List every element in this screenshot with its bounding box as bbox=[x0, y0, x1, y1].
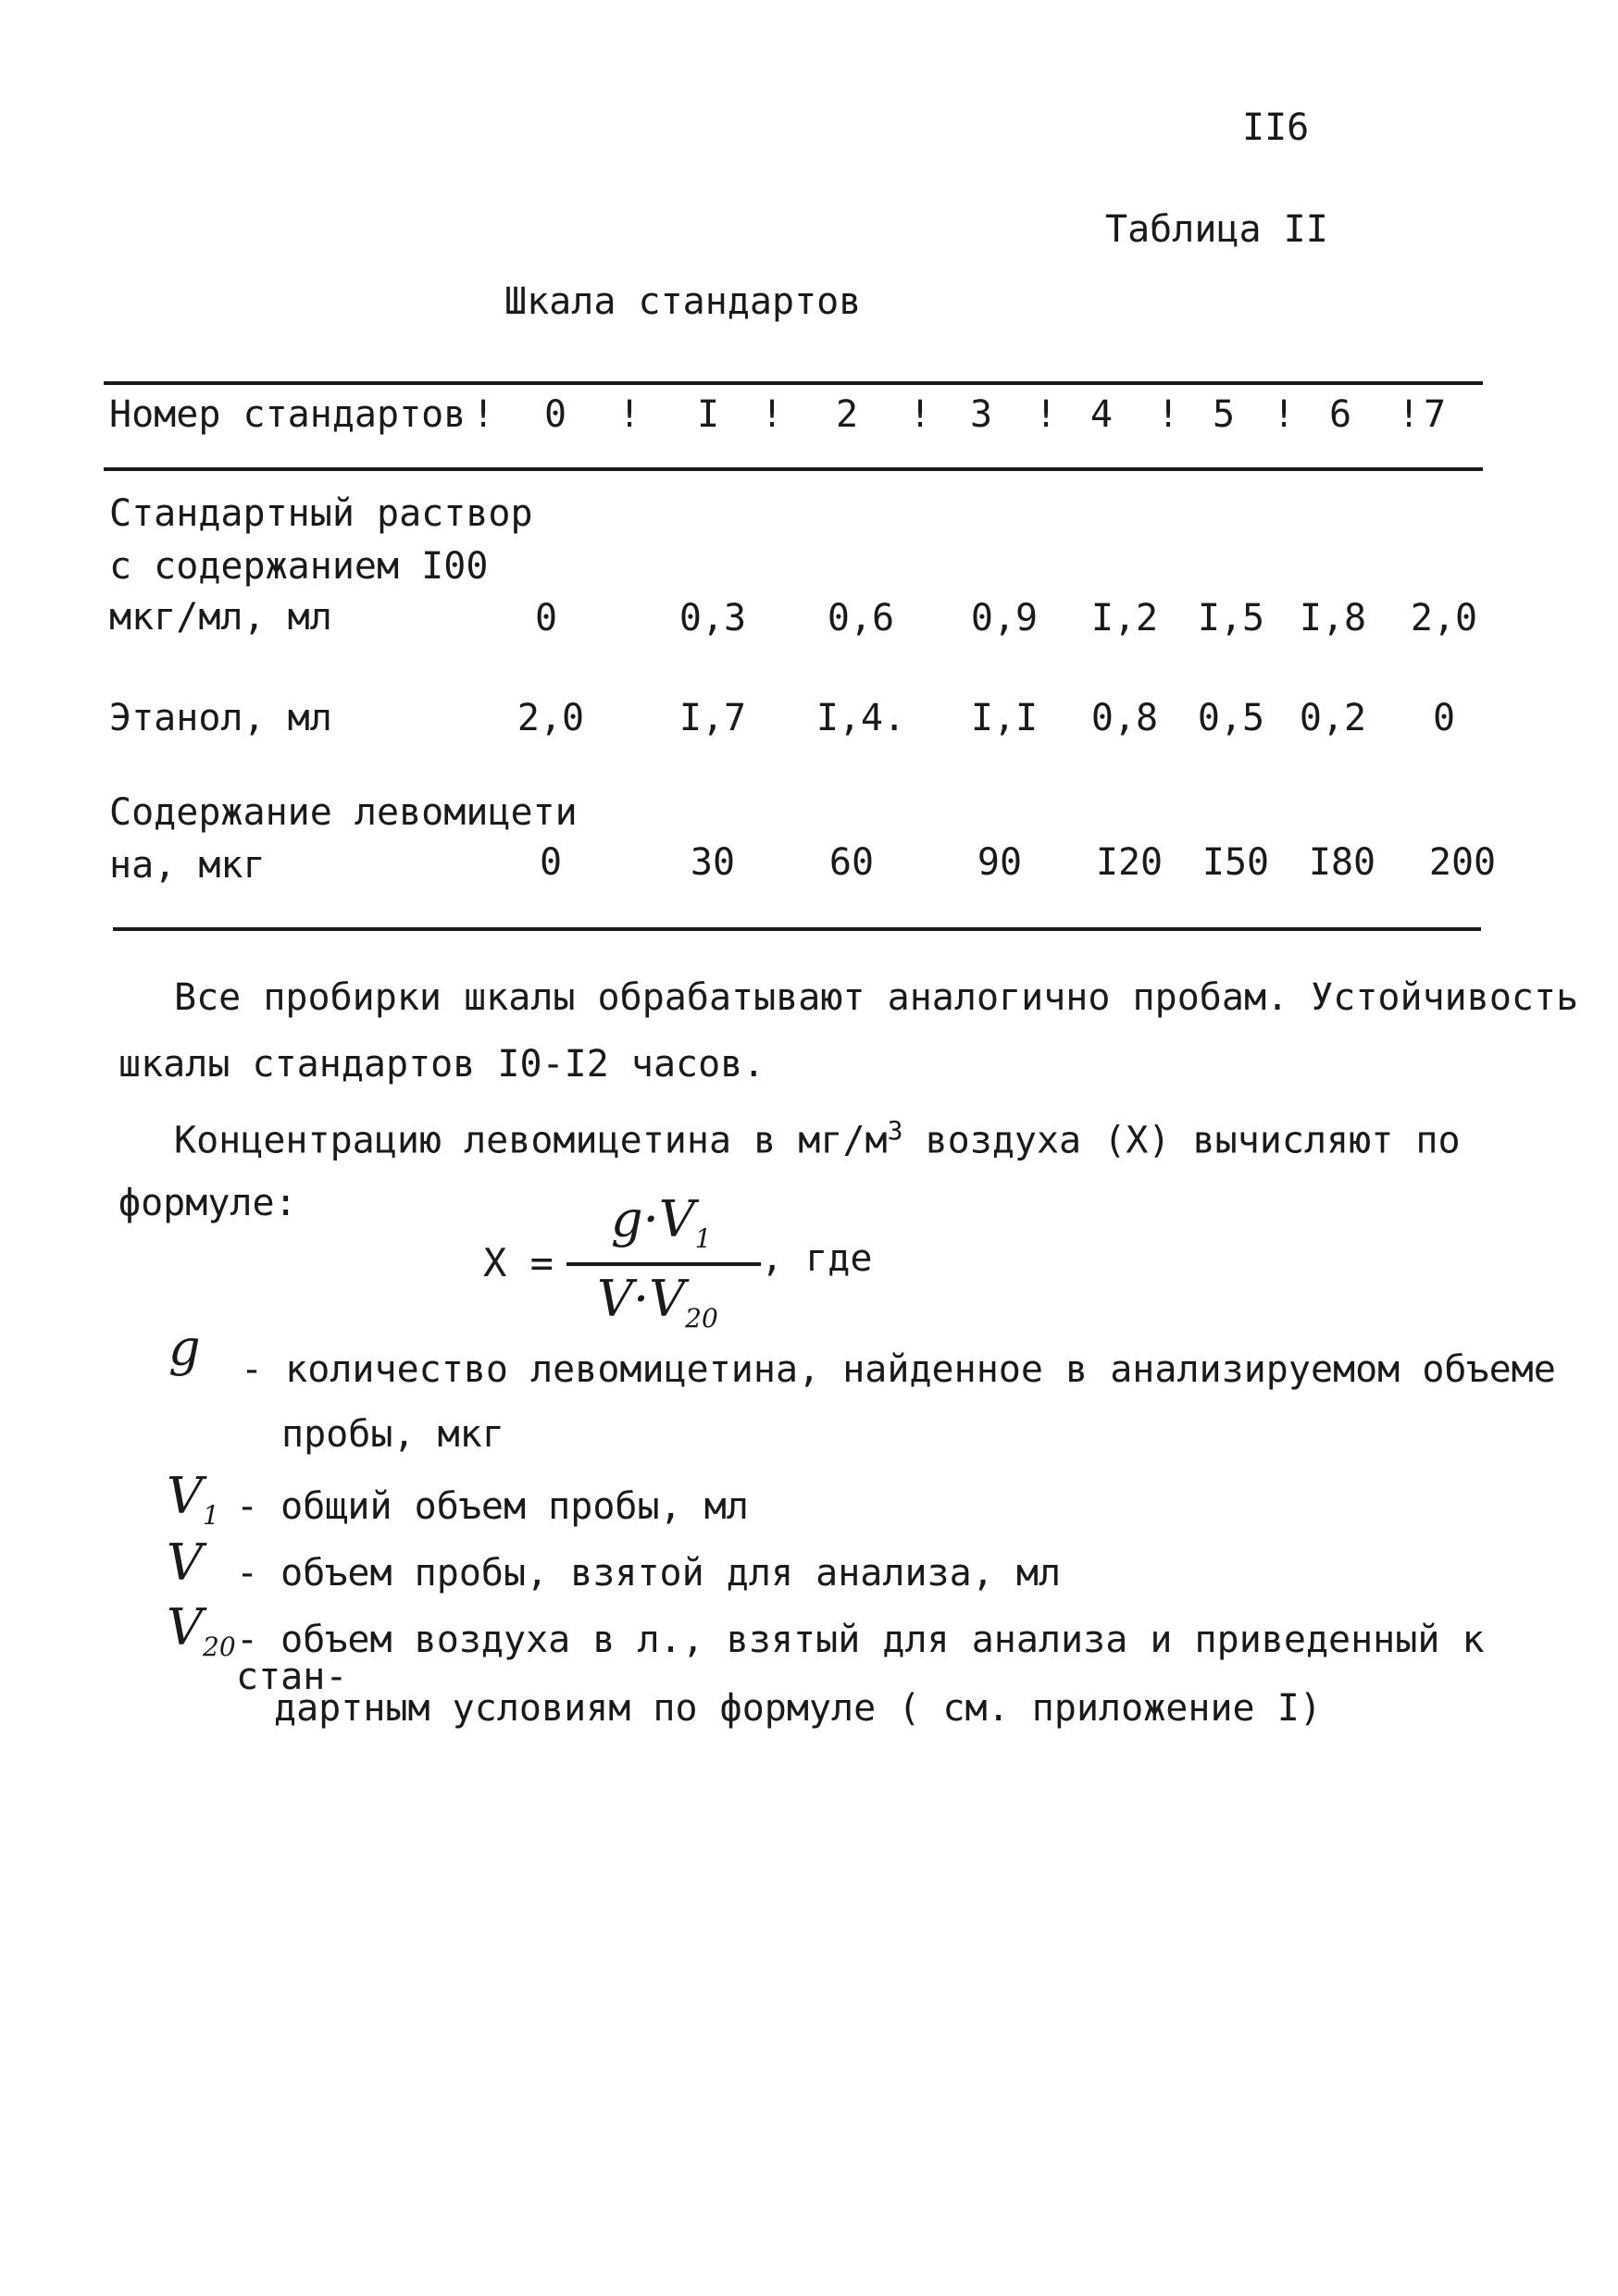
definition-symbol: V bbox=[167, 1533, 203, 1592]
table-bottom-rule bbox=[113, 927, 1481, 931]
table-cell: 200 bbox=[1428, 841, 1497, 884]
column-header: 2 bbox=[835, 393, 859, 436]
header-separator: ! bbox=[1273, 393, 1296, 436]
row-label-line: с содержанием I00 bbox=[109, 545, 489, 588]
table-cell: 2,0 bbox=[517, 697, 585, 739]
formula-denominator: $V\cdot V_{20}$ bbox=[597, 1270, 718, 1334]
definition-symbol: g bbox=[168, 1319, 201, 1377]
table-cell: I,2 bbox=[1090, 597, 1159, 639]
definition-text: - объем пробы, взятой для анализа, мл bbox=[236, 1552, 1062, 1595]
header-separator: ! bbox=[472, 393, 495, 436]
column-header: 4 bbox=[1089, 393, 1114, 436]
table-cell: 0 bbox=[539, 841, 563, 884]
definition-text: - количество левомицетина, найденное в анализируемом объеме bbox=[241, 1348, 1556, 1391]
table-caption: Таблица II bbox=[1105, 208, 1328, 251]
row-label-line: на, мкг bbox=[109, 844, 266, 887]
paragraph-text: воздуха (Х) вычисляют по bbox=[902, 1119, 1461, 1162]
header-separator: ! bbox=[1035, 393, 1058, 436]
table-cell: I20 bbox=[1095, 841, 1164, 884]
superscript: 3 bbox=[887, 1115, 903, 1146]
table-cell: 0 bbox=[534, 597, 558, 639]
header-separator: ! bbox=[761, 393, 784, 436]
header-separator: ! bbox=[618, 393, 641, 436]
paragraph-line: шкалы стандартов I0-I2 часов. bbox=[118, 1043, 765, 1086]
table-cell: 0,8 bbox=[1090, 697, 1159, 739]
table-cell: I,4. bbox=[815, 697, 906, 739]
header-label: Номер стандартов bbox=[109, 393, 467, 436]
definition-text: пробы, мкг bbox=[281, 1413, 504, 1456]
table-cell: I80 bbox=[1308, 841, 1376, 884]
table-cell: 0,2 bbox=[1299, 697, 1367, 739]
row-label-line: Стандартный раствор bbox=[109, 492, 533, 535]
table-cell: 0,5 bbox=[1197, 697, 1265, 739]
header-separator: ! bbox=[1157, 393, 1180, 436]
table-cell: 0,9 bbox=[970, 597, 1039, 639]
definition-text: дартным условиям по формуле ( см. приложение I) bbox=[274, 1687, 1322, 1730]
paragraph-line: Все пробирки шкалы обрабатывают аналогично пробам. Устойчивость bbox=[174, 976, 1579, 1019]
table-cell: 0,3 bbox=[678, 597, 747, 639]
table-cell: I,5 bbox=[1197, 597, 1265, 639]
definition-text: - объем воздуха в л., взятый для анализа и приведенный к стан- bbox=[236, 1619, 1485, 1698]
table-cell: 60 bbox=[828, 841, 875, 884]
paragraph-line: формуле: bbox=[118, 1182, 297, 1224]
table-cell: 0 bbox=[1432, 697, 1456, 739]
header-separator: ! bbox=[1398, 393, 1421, 436]
formula-suffix: , где bbox=[761, 1237, 873, 1280]
header-rule bbox=[104, 467, 1483, 471]
row-label-line: Содержание левомицети bbox=[109, 791, 578, 834]
table-title: Шкала стандартов bbox=[504, 280, 862, 323]
table-cell: I,7 bbox=[678, 697, 747, 739]
table-cell: 90 bbox=[977, 841, 1023, 884]
paragraph-line bbox=[174, 1115, 1461, 1162]
column-header: 5 bbox=[1212, 393, 1236, 436]
table-cell: 2,0 bbox=[1410, 597, 1478, 639]
table-cell: 30 bbox=[690, 841, 736, 884]
row-label-line: Этанол, мл bbox=[109, 697, 332, 739]
definition-symbol: $V_{20}$ bbox=[167, 1598, 236, 1662]
column-header: 6 bbox=[1328, 393, 1352, 436]
definition-symbol: $V_1$ bbox=[167, 1467, 219, 1531]
column-header: 0 bbox=[543, 393, 567, 436]
table-cell: I,8 bbox=[1299, 597, 1367, 639]
table-cell: I50 bbox=[1201, 841, 1270, 884]
table-cell: I,I bbox=[970, 697, 1039, 739]
fraction-bar bbox=[566, 1262, 761, 1266]
formula-lhs: Х = bbox=[483, 1240, 554, 1285]
paragraph-text: Концентрацию левомицетина в мг/м bbox=[174, 1119, 888, 1162]
column-header: 3 bbox=[969, 393, 993, 436]
definition-text: - общий объем пробы, мл bbox=[236, 1485, 749, 1528]
column-header: 7 bbox=[1423, 393, 1447, 436]
page-number: II6 bbox=[1242, 106, 1310, 149]
header-separator: ! bbox=[909, 393, 932, 436]
formula-numerator: $g\cdot V_1$ bbox=[611, 1190, 712, 1254]
row-label-line: мкг/мл, мл bbox=[109, 596, 332, 639]
table-cell: 0,6 bbox=[827, 597, 895, 639]
table-top-rule bbox=[104, 381, 1483, 385]
column-header: I bbox=[696, 393, 720, 436]
